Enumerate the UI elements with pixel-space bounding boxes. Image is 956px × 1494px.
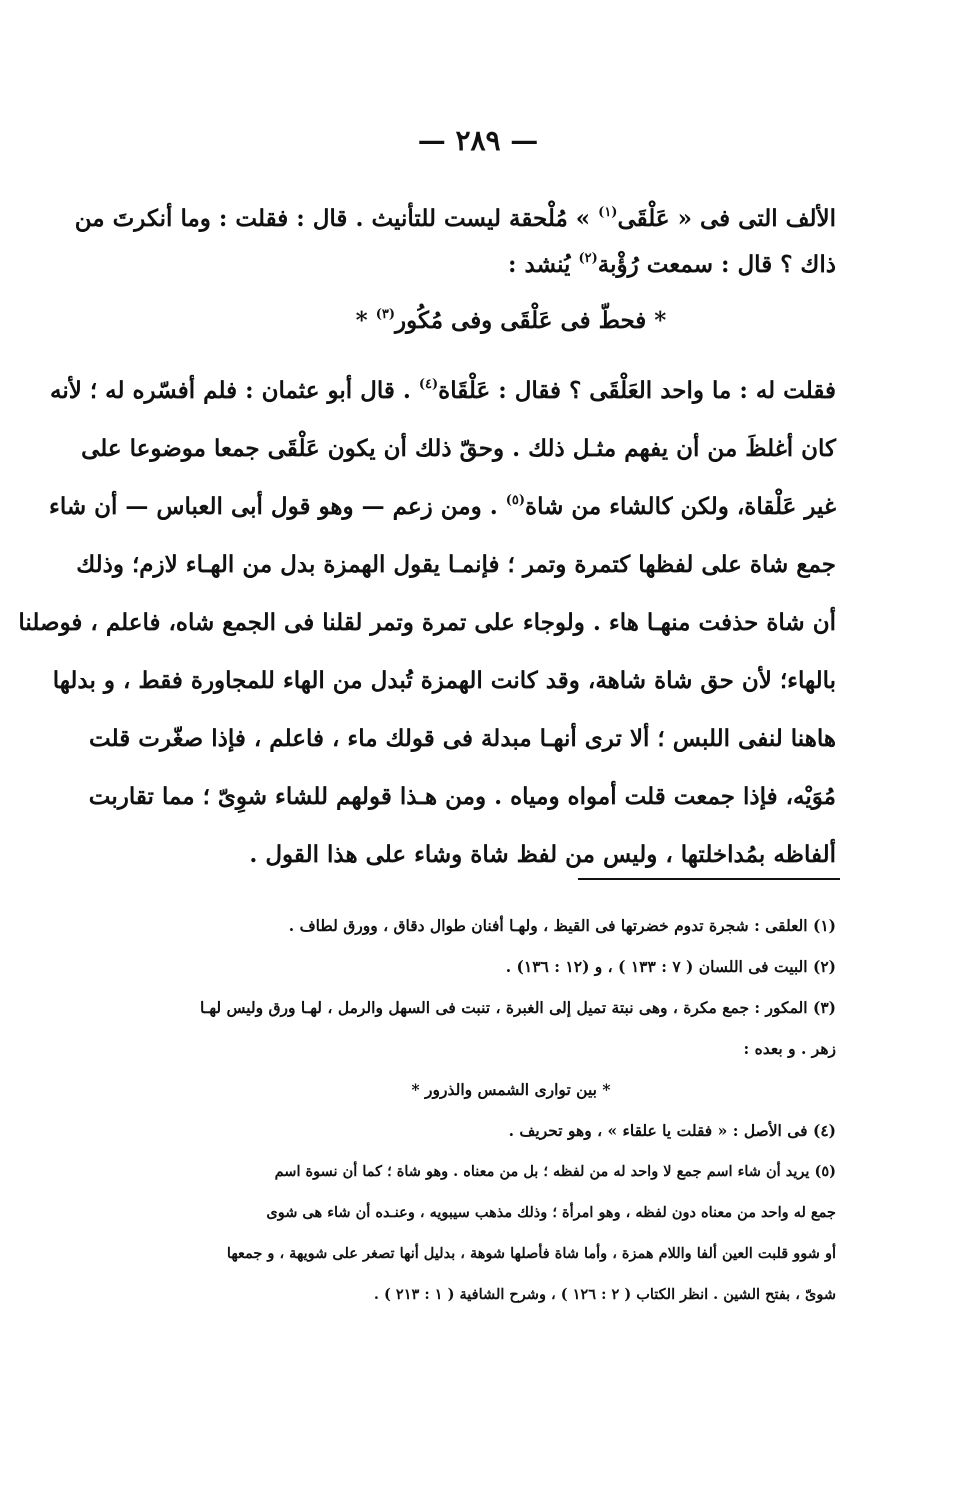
- text-line-1-content: الألف التى فى « عَلْقَى$^{(١)}$ » مُلْحقة ليست للتأنيث . قال : فقلت : وما أنكرتَ من: [74, 205, 836, 232]
- text-line-4-content: فقلت له : ما واحد العَلْقَى ؟ فقال : عَلْقَاة$^{(٤)}$ . قال أبو عثمان : فلم أفسّره له ؛ لأنه: [49, 377, 836, 404]
- text-line-2-content: ذاك ؟ قال : سمعت رُؤْبة$^{(٢)}$ يُنشد :: [508, 251, 836, 278]
- text-line-4: [49, 362, 836, 420]
- footnote-3-verse: * بين توارى الشمس والذرور *: [411, 1080, 611, 1099]
- text-line-9-content: بالهاء؛ لأن حق شاة شاهة، وقد كانت الهمزة تُبدل من الهاء للمجاورة فقط ، و بدلها: [52, 667, 836, 694]
- footnote-3-line-2: زهر . و بعده :: [743, 1039, 836, 1058]
- footnote-reference-3[interactable]: (٣): [375, 307, 395, 322]
- footnote-5-line-3: أو شوو قلبت العين ألفا واللام همزة ، وأما شاة فأصلها شوهة ، بدليل أنها تصغر على شويهة ، و جمعها: [226, 1245, 836, 1262]
- text-line-5-content: كان أغلظَ من أن يفهم مثـل ذلك . وحقّ ذلك أن يكون عَلْقَى جمعا موضوعا على: [81, 435, 836, 462]
- footnote-5-line-2: جمع له واحد من معناه دون لفظه ، وهو امرأة ؛ وذلك مذهب سيبويه ، وعنـده أن شاء هى شوى: [266, 1204, 836, 1221]
- text-line-12-content: ألفاظه بمُداخلتها ، وليس من لفظ شاة وشاء على هذا القول .: [249, 841, 836, 868]
- text-line-6-content: غير عَلْقاة، ولكن كالشاء من شاة$^{(٥)}$ . ومن زعم — وهو قول أبى العباس — أن شاء: [49, 493, 836, 520]
- footnote-reference-5[interactable]: (٥): [505, 493, 526, 508]
- text-line-10: [89, 710, 836, 768]
- footnote-5-line-4: شوىّ ، بفتح الشين . انظر الكتاب ( ٢ : ١٢٦ ) ، وشرح الشافية ( ١ : ٢١٣ ) .: [373, 1286, 836, 1303]
- footnote-reference-4[interactable]: (٤): [418, 377, 439, 392]
- text-line-10-content: هاهنا لنفى اللبس ؛ ألا ترى أنهـا مبدلة فى قولك ماء ، فاعلم ، فإذا صغّرت قلت: [89, 725, 836, 752]
- footnote-divider: [578, 878, 840, 880]
- verse-line: [186, 288, 836, 362]
- text-line-2: [186, 242, 836, 288]
- verse-text: * فحطّ فى عَلْقَى وفى مُكُور$^{(٣)}$ *: [355, 307, 667, 334]
- footnote-5-line-1: (٥) يريد أن شاء اسم جمع لا واحد له من لفظه ؛ بل من معناه . وهو شاة ؛ كما أن نسوة اسم: [274, 1163, 836, 1180]
- text-line-11-content: مُوَيْه، فإذا جمعت قلت أمواه ومياه . ومن هـذا قولهم للشاء شوِىّ ؛ مما تقاربت: [88, 783, 836, 810]
- text-line-7-content: جمع شاة على لفظها كتمرة وتمر ؛ فإنمـا يقول الهمزة بدل من الهـاء لازم؛ وذلك: [76, 551, 836, 578]
- text-line-7: [76, 536, 836, 594]
- footnote-3-line-1: (٣) المكور : جمع مكرة ، وهى نبتة تميل إلى الغبرة ، تنبت فى السهل والرمل ، لهـا ورق وليس لهـا: [199, 998, 836, 1017]
- footnote-1: (١) العلقى : شجرة تدوم خضرتها فى القيظ ، ولهـا أفنان طوال دقاق ، وورق لطاف .: [288, 916, 836, 935]
- text-line-9: [52, 652, 836, 710]
- text-line-11: [88, 768, 836, 826]
- text-line-8: [18, 594, 836, 652]
- footnote-2: (٢) البيت فى اللسان ( ٧ : ١٣٣ ) ، و (١٢ : ١٣٦) .: [505, 957, 836, 976]
- text-line-6: [49, 478, 836, 536]
- text-line-12: [186, 826, 836, 884]
- footnotes: [186, 905, 836, 1315]
- text-line-5: [81, 420, 836, 478]
- text-line-1: [74, 196, 836, 242]
- page-number: — ٢٨٩ —: [417, 124, 539, 157]
- footnote-reference-1[interactable]: (١): [598, 205, 618, 220]
- main-text: [18, 196, 836, 884]
- footnote-4: (٤) فى الأصل : « فقلت يا علقاء » ، وهو تحريف .: [508, 1121, 836, 1140]
- footnote-reference-2[interactable]: (٢): [578, 251, 598, 266]
- text-line-8-content: أن شاة حذفت منهـا هاء . ولوجاء على تمرة وتمر لقلنا فى الجمع شاه، فاعلم ، فوصلنا: [18, 609, 836, 636]
